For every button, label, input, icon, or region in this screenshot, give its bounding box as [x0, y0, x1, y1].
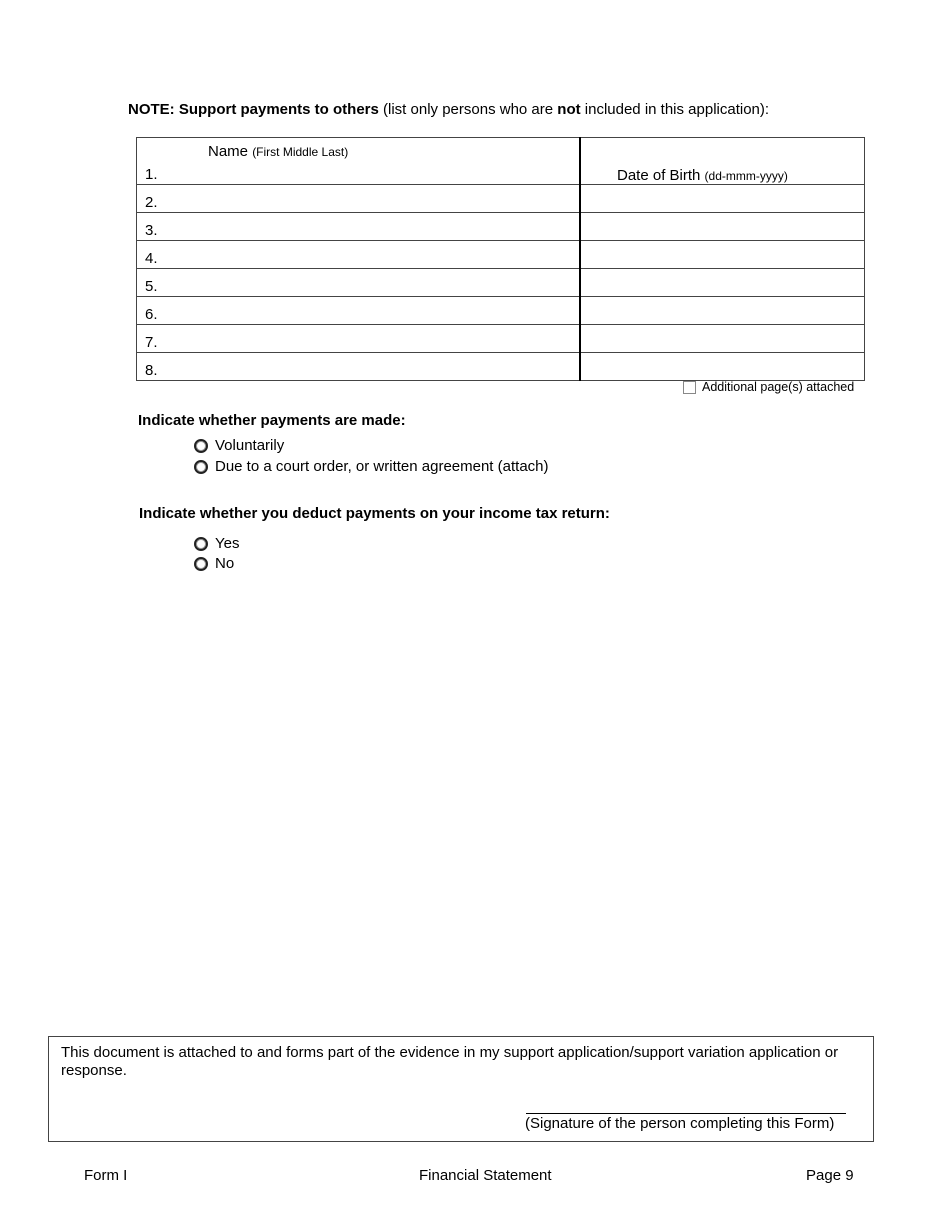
dob-cell[interactable] — [580, 353, 865, 381]
dob-cell[interactable] — [580, 269, 865, 297]
voluntarily-label: Voluntarily — [215, 437, 285, 454]
table-row — [137, 138, 865, 185]
row-number: 8. — [145, 362, 158, 379]
dob-cell[interactable] — [580, 138, 865, 185]
name-cell[interactable] — [137, 269, 581, 297]
note-bold-label: NOTE: Support payments to others — [128, 101, 379, 118]
row-number: 4. — [145, 250, 158, 267]
table-row — [137, 297, 865, 325]
dob-cell[interactable] — [580, 325, 865, 353]
persons-table — [136, 137, 865, 381]
row-number: 2. — [145, 194, 158, 211]
additional-pages-checkbox[interactable] — [683, 381, 696, 394]
note-emphasis: not — [557, 101, 581, 118]
name-cell[interactable] — [137, 185, 581, 213]
court-order-option[interactable] — [194, 458, 549, 475]
name-cell[interactable] — [137, 241, 581, 269]
tax-deduction-heading: Indicate whether you deduct payments on your income tax return: — [139, 505, 610, 522]
row-number: 5. — [145, 278, 158, 295]
attestation-text: This document is attached to and forms part of the evidence in my support application/support variation application or response. — [61, 1044, 839, 1079]
table-row — [137, 269, 865, 297]
name-column-header: Name (First Middle Last) — [208, 143, 349, 160]
dob-cell[interactable] — [580, 213, 865, 241]
payments-made-heading: Indicate whether payments are made: — [138, 412, 406, 429]
name-cell[interactable] — [137, 353, 581, 381]
name-cell[interactable] — [137, 138, 581, 185]
footer-page-number: Page 9 — [806, 1167, 854, 1184]
table-row — [137, 353, 865, 381]
court-order-radio[interactable] — [194, 460, 208, 474]
note-text-1: (list only persons who are — [378, 101, 558, 118]
table-row — [137, 325, 865, 353]
note-text-2: included in this application): — [580, 101, 770, 118]
dob-cell[interactable] — [580, 185, 865, 213]
additional-pages-option[interactable] — [683, 380, 854, 394]
tax-yes-radio[interactable] — [194, 537, 208, 551]
name-cell[interactable] — [137, 213, 581, 241]
table-row — [137, 213, 865, 241]
tax-no-option[interactable] — [194, 555, 234, 572]
dob-hint: (dd-mmm-yyyy) — [704, 169, 788, 183]
row-number: 6. — [145, 306, 158, 323]
dob-column-header: Date of Birth (dd-mmm-yyyy) — [617, 167, 788, 184]
table-row — [137, 185, 865, 213]
signature-line[interactable] — [526, 1113, 846, 1114]
name-hint: (First Middle Last) — [252, 145, 349, 159]
table-row — [137, 241, 865, 269]
voluntarily-radio[interactable] — [194, 439, 208, 453]
support-payments-note — [128, 101, 769, 118]
row-number: 1. — [145, 166, 158, 183]
row-number: 3. — [145, 222, 158, 239]
dob-cell[interactable] — [580, 241, 865, 269]
footer-title: Financial Statement — [419, 1167, 552, 1184]
footer-form-id: Form I — [84, 1167, 128, 1184]
tax-yes-label: Yes — [215, 535, 240, 552]
voluntarily-option[interactable] — [194, 437, 284, 454]
additional-pages-label: Additional page(s) attached — [702, 380, 855, 394]
name-cell[interactable] — [137, 325, 581, 353]
name-cell[interactable] — [137, 297, 581, 325]
dob-cell[interactable] — [580, 297, 865, 325]
attestation-box — [48, 1036, 874, 1142]
tax-no-radio[interactable] — [194, 557, 208, 571]
court-order-label: Due to a court order, or written agreement (attach) — [215, 458, 549, 475]
signature-label: (Signature of the person completing this Form) — [525, 1115, 835, 1132]
tax-yes-option[interactable] — [194, 535, 239, 552]
row-number: 7. — [145, 334, 158, 351]
tax-no-label: No — [215, 555, 235, 572]
